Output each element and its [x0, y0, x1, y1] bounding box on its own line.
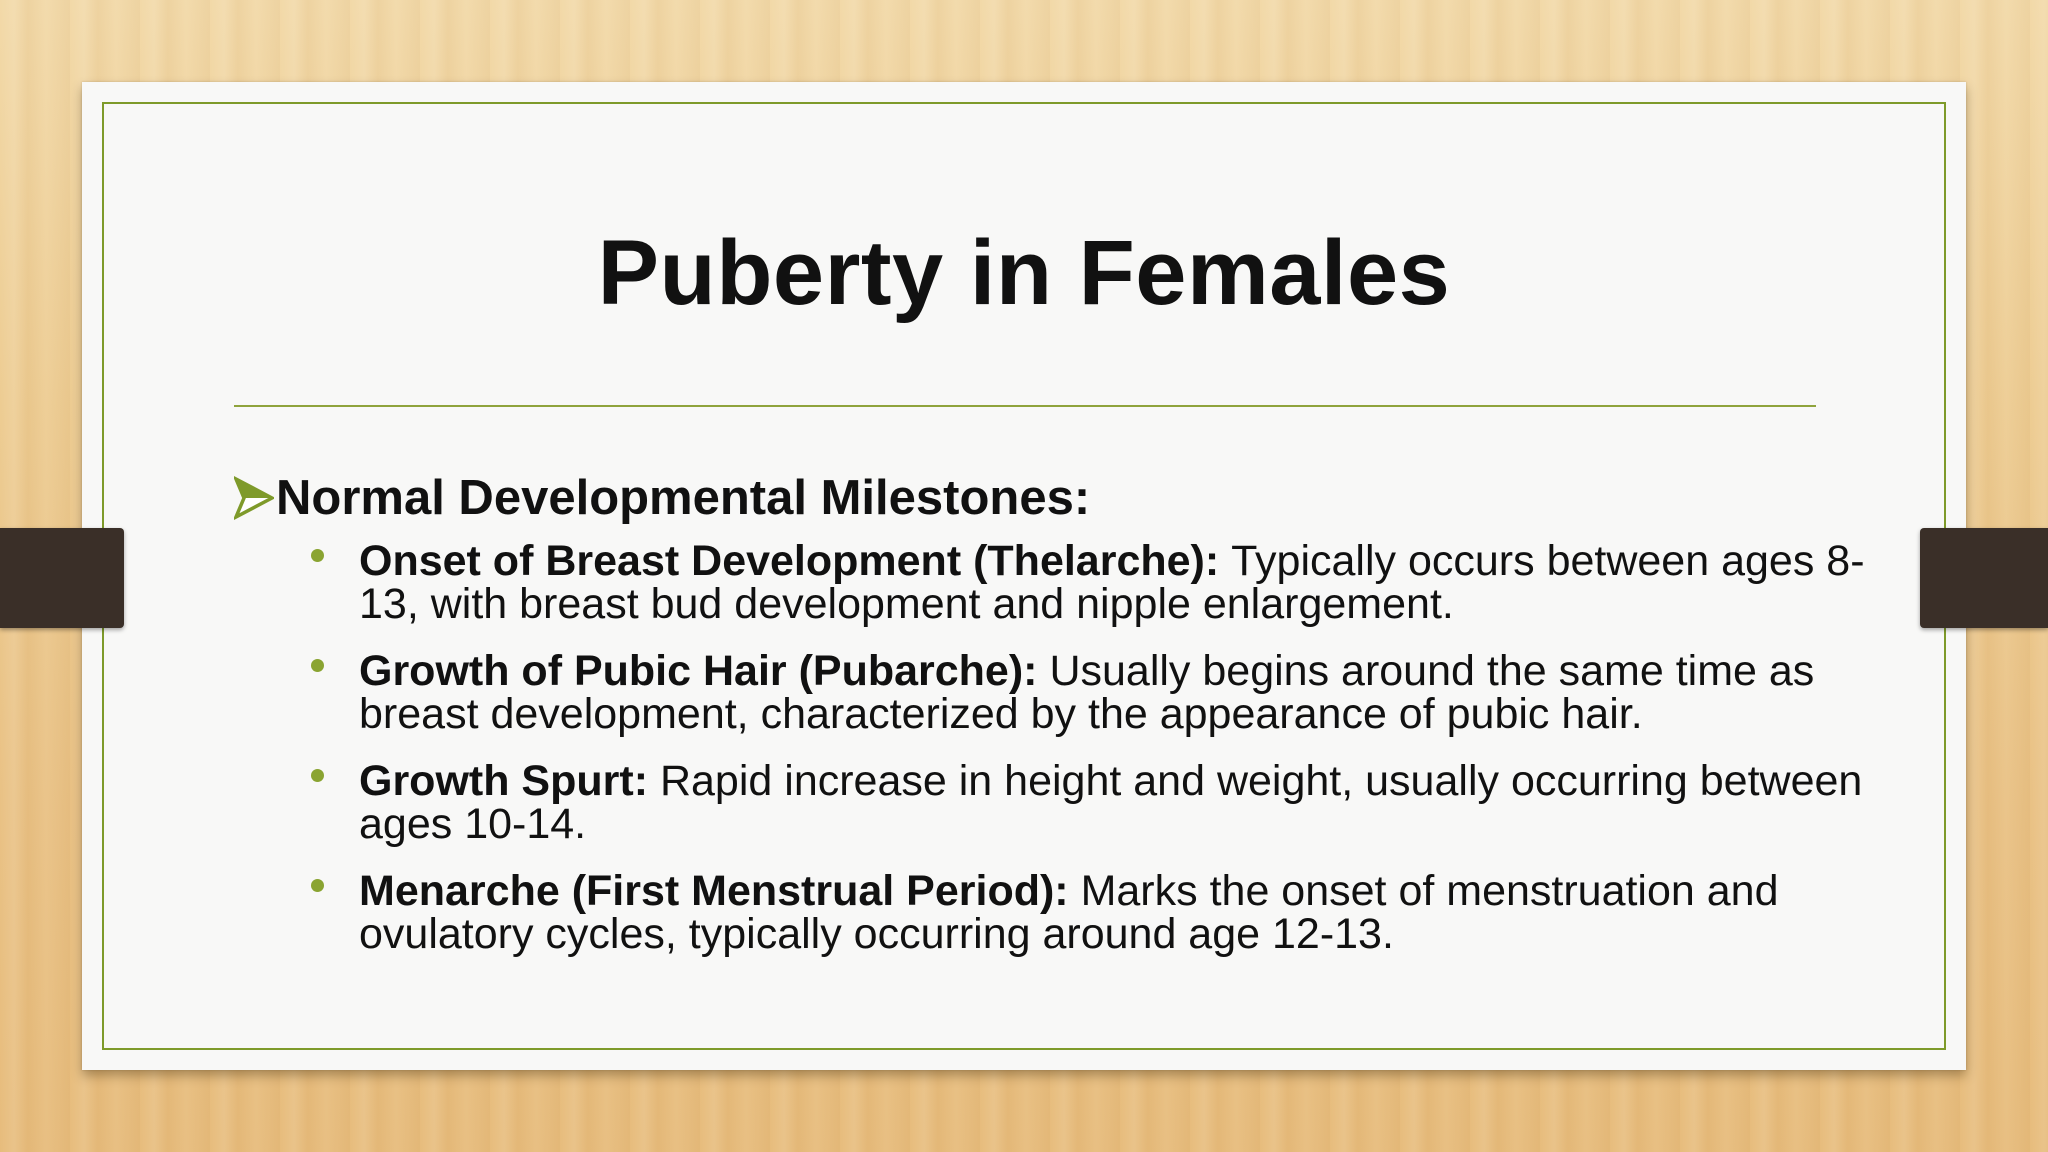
item-term: Growth of Pubic Hair (Pubarche):: [359, 647, 1050, 695]
item-term: Menarche (First Menstrual Period):: [359, 867, 1081, 915]
item-description: Rapid increase in height and weight, usually occurring between ages 10-14.: [359, 757, 1863, 848]
item-description: Marks the onset of menstruation and ovulatory cycles, typically occurring around age 12-13.: [359, 867, 1779, 958]
arrow-right-icon: [234, 475, 274, 521]
bullet-dot-icon: [311, 659, 324, 672]
bullet-dot-icon: [311, 769, 324, 782]
section-heading: Normal Developmental Milestones:: [276, 471, 1091, 525]
list-item: [234, 757, 1879, 848]
section-heading-row: [234, 466, 1834, 530]
item-description: Typically occurs between ages 8-13, with breast bud development and nipple enlargement.: [359, 537, 1865, 628]
list-item: [234, 537, 1879, 628]
bullet-dot-icon: [311, 549, 324, 562]
slide-content: [234, 466, 1865, 980]
list-item: [234, 867, 1879, 958]
slide-title: Puberty in Females: [597, 222, 1451, 324]
item-term: Onset of Breast Development (Thelarche):: [359, 537, 1232, 585]
bullet-dot-icon: [311, 879, 324, 892]
milestone-list: [234, 537, 1865, 958]
item-description: Usually begins around the same time as breast development, characterized by the appearance of pubic hair.: [359, 647, 1815, 738]
right-binder-tab: [1920, 528, 2048, 628]
left-binder-tab: [0, 528, 124, 628]
item-term: Growth Spurt:: [359, 757, 660, 805]
list-item: [234, 647, 1879, 738]
title-divider: [234, 405, 1816, 407]
